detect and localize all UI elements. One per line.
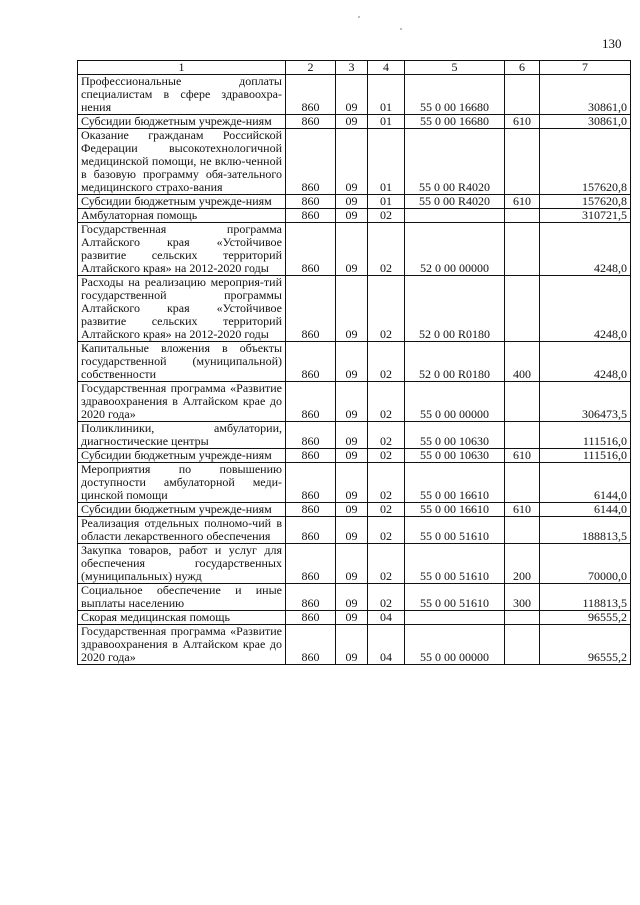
row-code-5-cell: 55 0 00 00000 [405,625,505,665]
table-row [78,463,631,503]
row-code-2-cell: 860 [286,115,336,129]
row-code-4-cell: 02 [368,503,405,517]
row-name-cell: Поликлиники, амбулатории, диагностические центры [78,422,286,449]
row-code-6-cell: 200 [505,544,540,584]
row-code-5-cell: 55 0 00 16610 [405,503,505,517]
row-code-6-cell: 610 [505,503,540,517]
row-name-cell: Государственная программа Алтайского края «Устойчивое развитие сельских территорий Алтайского края» на 2012-2020 годы [78,223,286,276]
row-amount-cell: 4248,0 [540,276,631,342]
row-code-6-cell [505,75,540,115]
row-code-3-cell: 09 [336,115,368,129]
row-code-4-cell: 01 [368,129,405,195]
row-code-4-cell: 02 [368,209,405,223]
column-header: 6 [505,61,540,75]
row-code-5-cell: 55 0 00 R4020 [405,195,505,209]
row-code-3-cell: 09 [336,129,368,195]
table-row [78,115,631,129]
row-code-4-cell: 02 [368,517,405,544]
row-amount-cell: 30861,0 [540,115,631,129]
row-code-2-cell: 860 [286,223,336,276]
row-code-3-cell: 09 [336,382,368,422]
row-code-3-cell: 09 [336,611,368,625]
row-code-6-cell: 610 [505,449,540,463]
row-code-4-cell: 02 [368,223,405,276]
row-code-5-cell: 55 0 00 R4020 [405,129,505,195]
row-code-4-cell: 02 [368,276,405,342]
row-code-3-cell: 09 [336,422,368,449]
table-row [78,342,631,382]
row-amount-cell: 118813,5 [540,584,631,611]
column-header: 7 [540,61,631,75]
row-code-2-cell: 860 [286,129,336,195]
row-code-3-cell: 09 [336,195,368,209]
page-number: 130 [602,36,622,51]
column-header: 5 [405,61,505,75]
row-name-cell: Закупка товаров, работ и услуг для обеспечения государственных (муниципальных) нужд [78,544,286,584]
table-row [78,611,631,625]
row-code-4-cell: 02 [368,422,405,449]
row-code-5-cell: 55 0 00 16610 [405,463,505,503]
row-code-4-cell: 02 [368,342,405,382]
row-code-4-cell: 02 [368,449,405,463]
row-code-3-cell: 09 [336,625,368,665]
row-code-3-cell: 09 [336,342,368,382]
row-code-3-cell: 09 [336,75,368,115]
row-amount-cell: 6144,0 [540,503,631,517]
row-code-5-cell: 55 0 00 00000 [405,382,505,422]
table-row [78,209,631,223]
row-code-4-cell: 04 [368,611,405,625]
row-name-cell: Субсидии бюджетным учрежде-ниям [78,195,286,209]
row-code-2-cell: 860 [286,544,336,584]
row-amount-cell: 157620,8 [540,129,631,195]
row-code-6-cell: 610 [505,195,540,209]
row-name-cell: Скорая медицинская помощь [78,611,286,625]
row-code-5-cell: 52 0 00 00000 [405,223,505,276]
table-row [78,75,631,115]
row-code-3-cell: 09 [336,463,368,503]
row-amount-cell: 310721,5 [540,209,631,223]
row-amount-cell: 70000,0 [540,544,631,584]
row-name-cell: Профессиональные доплаты специалистам в сфере здравоохра-нения [78,75,286,115]
table-row [78,517,631,544]
table-row [78,276,631,342]
table-header-row [78,61,631,75]
row-code-4-cell: 02 [368,382,405,422]
row-code-4-cell: 01 [368,195,405,209]
row-code-4-cell: 02 [368,544,405,584]
row-code-2-cell: 860 [286,209,336,223]
row-code-2-cell: 860 [286,449,336,463]
table-row [78,382,631,422]
row-code-4-cell: 04 [368,625,405,665]
row-code-3-cell: 09 [336,503,368,517]
column-header: 4 [368,61,405,75]
row-name-cell: Амбулаторная помощь [78,209,286,223]
row-code-6-cell [505,625,540,665]
table-row [78,129,631,195]
row-code-5-cell: 55 0 00 51610 [405,544,505,584]
row-amount-cell: 157620,8 [540,195,631,209]
row-code-5-cell [405,611,505,625]
row-code-5-cell [405,209,505,223]
row-code-3-cell: 09 [336,449,368,463]
table-row [78,544,631,584]
row-code-2-cell: 860 [286,517,336,544]
row-name-cell: Капитальные вложения в объекты государственной (муниципальной) собственности [78,342,286,382]
row-amount-cell: 4248,0 [540,223,631,276]
row-name-cell: Мероприятия по повышению доступности амбулаторной меди-цинской помощи [78,463,286,503]
row-code-2-cell: 860 [286,584,336,611]
row-code-3-cell: 09 [336,544,368,584]
table-row [78,503,631,517]
table-row [78,422,631,449]
row-code-4-cell: 01 [368,115,405,129]
row-code-2-cell: 860 [286,422,336,449]
row-code-2-cell: 860 [286,276,336,342]
row-code-5-cell: 55 0 00 51610 [405,584,505,611]
row-code-6-cell [505,129,540,195]
column-header: 1 [78,61,286,75]
row-amount-cell: 188813,5 [540,517,631,544]
column-header: 3 [336,61,368,75]
table-row [78,625,631,665]
row-name-cell: Расходы на реализацию мероприя-тий государственной программы Алтайского края «Устойчивое развитие сельских территорий Алтайского края» на 2012-2020 годы [78,276,286,342]
row-code-2-cell: 860 [286,503,336,517]
row-code-6-cell: 610 [505,115,540,129]
row-code-5-cell: 52 0 00 R0180 [405,276,505,342]
row-amount-cell: 4248,0 [540,342,631,382]
row-code-3-cell: 09 [336,276,368,342]
budget-table [77,60,631,665]
row-code-2-cell: 860 [286,342,336,382]
scan-speck [400,28,402,30]
row-code-6-cell [505,422,540,449]
row-code-6-cell [505,223,540,276]
row-code-5-cell: 52 0 00 R0180 [405,342,505,382]
row-code-6-cell [505,517,540,544]
row-code-4-cell: 01 [368,75,405,115]
row-amount-cell: 111516,0 [540,449,631,463]
row-name-cell: Государственная программа «Развитие здравоохранения в Алтайском крае до 2020 года» [78,382,286,422]
table-row [78,449,631,463]
row-name-cell: Социальное обеспечение и иные выплаты населению [78,584,286,611]
row-code-3-cell: 09 [336,223,368,276]
table-body [78,75,631,665]
row-name-cell: Реализация отдельных полномо-чий в области лекарственного обеспечения [78,517,286,544]
row-code-6-cell [505,382,540,422]
row-code-2-cell: 860 [286,195,336,209]
row-amount-cell: 96555,2 [540,611,631,625]
row-name-cell: Субсидии бюджетным учрежде-ниям [78,503,286,517]
row-code-5-cell: 55 0 00 16680 [405,115,505,129]
row-code-6-cell: 400 [505,342,540,382]
row-code-2-cell: 860 [286,382,336,422]
row-code-3-cell: 09 [336,517,368,544]
row-amount-cell: 306473,5 [540,382,631,422]
row-name-cell: Оказание гражданам Российской Федерации высокотехнологичной медицинской помощи, не вклю-ченной в базовую программу обя-зательного медицинского страхо-вания [78,129,286,195]
row-code-6-cell: 300 [505,584,540,611]
table-row [78,584,631,611]
row-code-6-cell [505,209,540,223]
row-code-2-cell: 860 [286,463,336,503]
row-code-3-cell: 09 [336,584,368,611]
row-code-4-cell: 02 [368,463,405,503]
row-code-6-cell [505,463,540,503]
table-row [78,195,631,209]
row-amount-cell: 6144,0 [540,463,631,503]
row-code-4-cell: 02 [368,584,405,611]
row-code-6-cell [505,276,540,342]
scan-speck [358,16,360,18]
row-amount-cell: 111516,0 [540,422,631,449]
row-code-2-cell: 860 [286,75,336,115]
row-code-2-cell: 860 [286,611,336,625]
table-row [78,223,631,276]
row-name-cell: Государственная программа «Развитие здравоохранения в Алтайском крае до 2020 года» [78,625,286,665]
row-code-5-cell: 55 0 00 10630 [405,422,505,449]
row-name-cell: Субсидии бюджетным учрежде-ниям [78,449,286,463]
row-code-3-cell: 09 [336,209,368,223]
row-name-cell: Субсидии бюджетным учрежде-ниям [78,115,286,129]
row-code-5-cell: 55 0 00 10630 [405,449,505,463]
row-amount-cell: 96555,2 [540,625,631,665]
row-code-6-cell [505,611,540,625]
row-code-2-cell: 860 [286,625,336,665]
column-header: 2 [286,61,336,75]
row-code-5-cell: 55 0 00 16680 [405,75,505,115]
row-amount-cell: 30861,0 [540,75,631,115]
row-code-5-cell: 55 0 00 51610 [405,517,505,544]
